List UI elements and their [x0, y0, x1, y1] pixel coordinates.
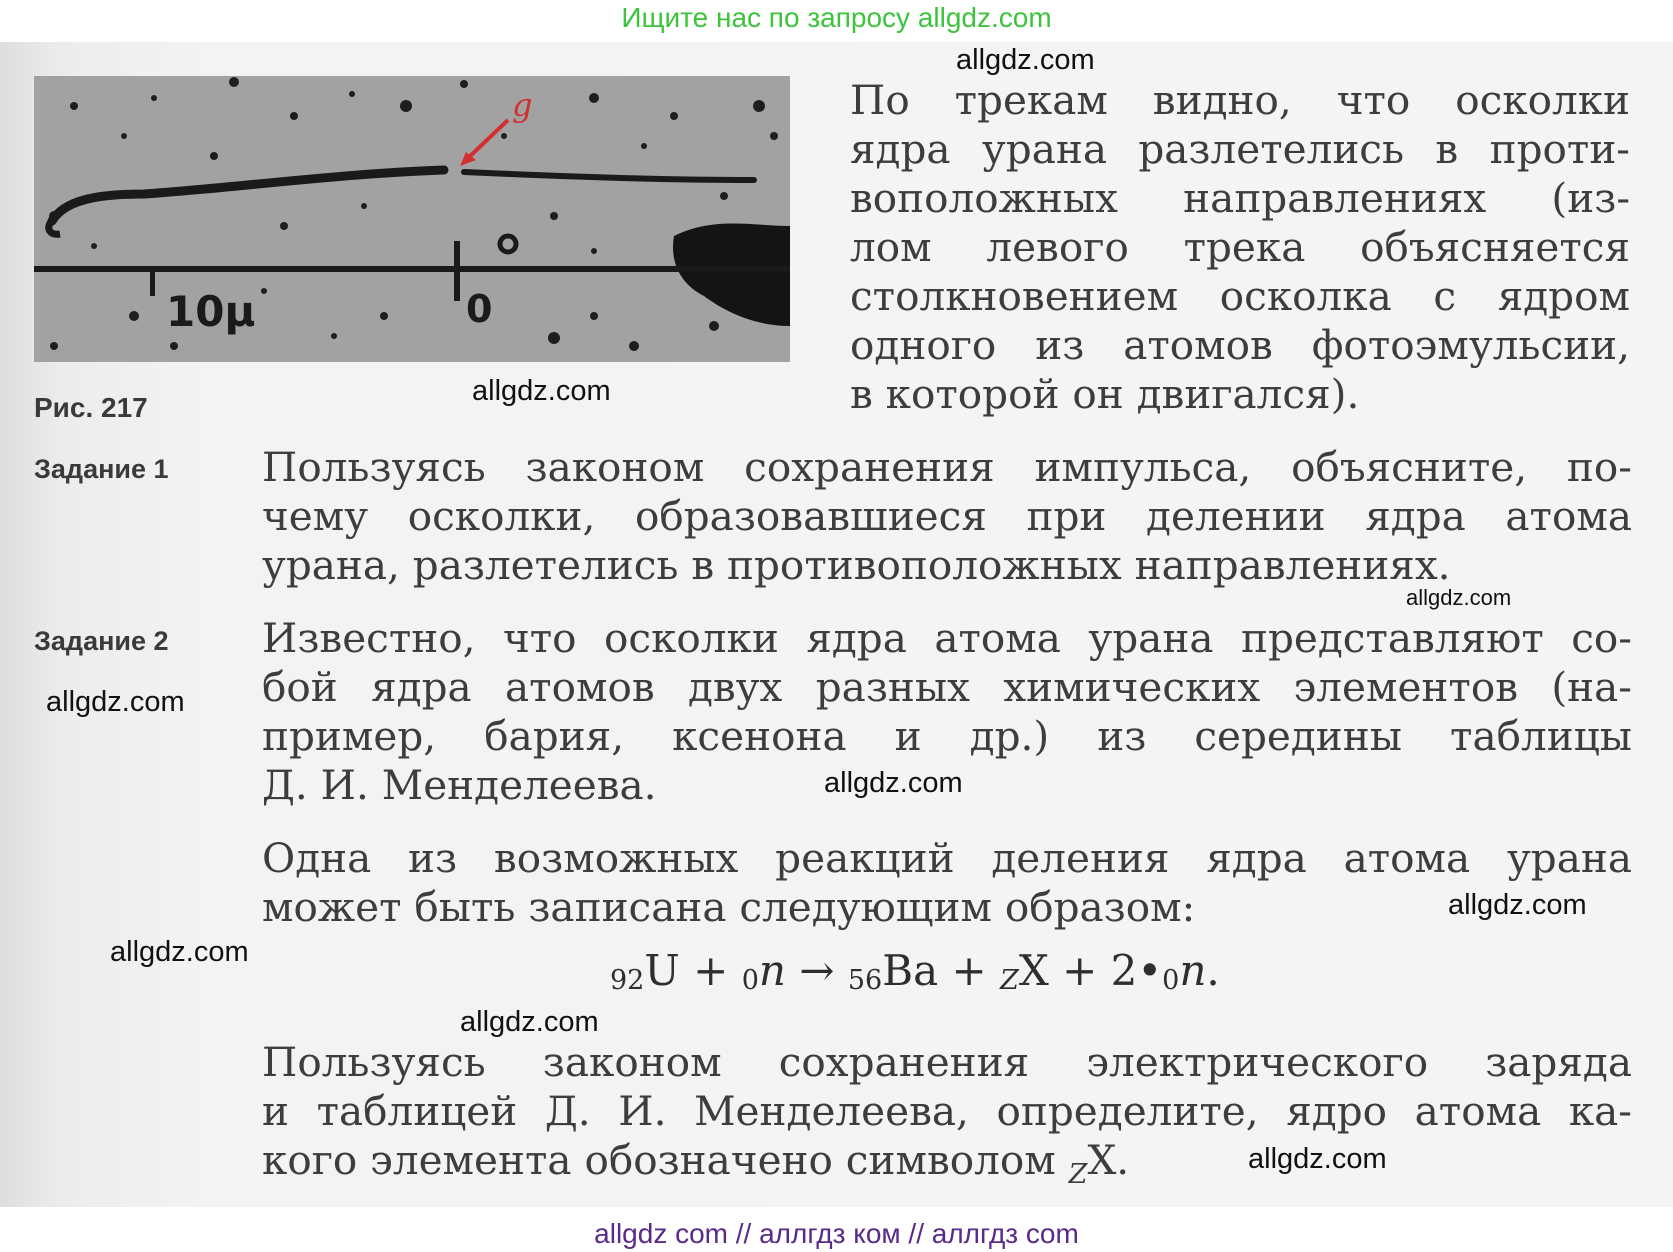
- bottom-banner[interactable]: allgdz com // аллгдз ком // аллгдз com: [594, 1218, 1079, 1249]
- task2-line: бой ядра атомов двух разных химических элементов (на-: [262, 663, 1632, 711]
- watermark: allgdz.com: [1248, 1143, 1387, 1175]
- reaction-arrow: →: [799, 946, 835, 995]
- task2-line: пример, бария, ксенона и др.) из середины таблицы: [262, 712, 1632, 760]
- neutron-charge: 0: [741, 965, 759, 996]
- final-line-last: [262, 1136, 1632, 1199]
- final-line: и таблицей Д. И. Менделеева, определите, ядро атома ка-: [262, 1087, 1632, 1135]
- barium-symbol: Ba: [882, 946, 939, 995]
- reaction-line: Одна из возможных реакций деления ядра атома урана: [262, 834, 1632, 882]
- task1-line: урана, разлетелись в противоположных направлениях.: [262, 541, 1451, 589]
- task2-line: Известно, что осколки ядра атома урана представляют со-: [262, 614, 1632, 662]
- intro-line: лом левого трека объясняется: [850, 223, 1630, 271]
- scale-tick-zero: [454, 241, 460, 301]
- final-line-text: кого элемента обозначено символом: [262, 1136, 1069, 1184]
- watermark: allgdz.com: [824, 767, 963, 799]
- reaction-intro: [262, 834, 1632, 932]
- final-period: .: [1116, 1136, 1130, 1184]
- watermark: allgdz.com: [472, 375, 611, 407]
- uranium-symbol: U: [644, 946, 680, 995]
- unknown-charge: Z: [1000, 965, 1019, 996]
- neutron-charge: 0: [1162, 965, 1180, 996]
- plus-sign: +: [1062, 946, 1098, 995]
- unknown-symbol: X: [1087, 1136, 1117, 1184]
- watermark: allgdz.com: [1448, 889, 1587, 921]
- task1-label: Задание 1: [34, 454, 169, 484]
- top-banner[interactable]: Ищите нас по запросу allgdz.com: [621, 2, 1052, 33]
- unknown-charge: Z: [1068, 1159, 1088, 1191]
- neutron-coefficient: 2: [1110, 946, 1138, 995]
- intro-paragraph: [850, 76, 1630, 419]
- scale-label: 10μ: [166, 287, 256, 336]
- intro-line: ядра урана разлетелись в проти-: [850, 125, 1630, 173]
- intro-line: одного из атомов фотоэмульсии,: [850, 321, 1630, 369]
- neutron-symbol: n: [758, 946, 786, 995]
- fission-formula: [610, 946, 1310, 995]
- intro-line: По трекам видно, что осколки: [850, 76, 1630, 124]
- task1-text: [262, 443, 1632, 590]
- task2-label: Задание 2: [34, 626, 169, 656]
- uranium-charge: 92: [610, 965, 645, 996]
- figure-label: Рис. 217: [34, 392, 148, 423]
- watermark: allgdz.com: [1406, 585, 1512, 610]
- scale-tick-left: [150, 266, 155, 296]
- task2-line: Д. И. Менделеева.: [262, 761, 657, 809]
- scale-bar: [34, 266, 790, 272]
- watermark: allgdz.com: [460, 1006, 599, 1038]
- intro-line: в которой он двигался).: [850, 370, 1360, 418]
- multiply-dot: •: [1137, 946, 1163, 995]
- watermark: allgdz.com: [110, 936, 249, 968]
- intro-line: воположных направлениях (из-: [850, 174, 1630, 222]
- final-line: Пользуясь законом сохранения электрического заряда: [262, 1038, 1632, 1086]
- neutron-symbol: n: [1179, 946, 1207, 995]
- formula-period: .: [1206, 946, 1220, 995]
- reaction-line: может быть записана следующим образом:: [262, 883, 1196, 931]
- task1-line: чему осколки, образовавшиеся при делении ядра атома: [262, 492, 1632, 540]
- watermark: allgdz.com: [956, 44, 1095, 76]
- task1-line: Пользуясь законом сохранения импульса, объясните, по-: [262, 443, 1632, 491]
- barium-charge: 56: [847, 965, 883, 996]
- track-photo: [34, 76, 790, 362]
- plus-sign: +: [951, 946, 987, 995]
- intro-line: столкновением осколка с ядром: [850, 272, 1630, 320]
- watermark: allgdz.com: [46, 686, 185, 718]
- unknown-symbol: X: [1018, 946, 1049, 995]
- marker-letter: g: [512, 86, 533, 124]
- zero-label: 0: [466, 287, 493, 331]
- final-question: [262, 1038, 1632, 1199]
- plus-sign: +: [693, 946, 729, 995]
